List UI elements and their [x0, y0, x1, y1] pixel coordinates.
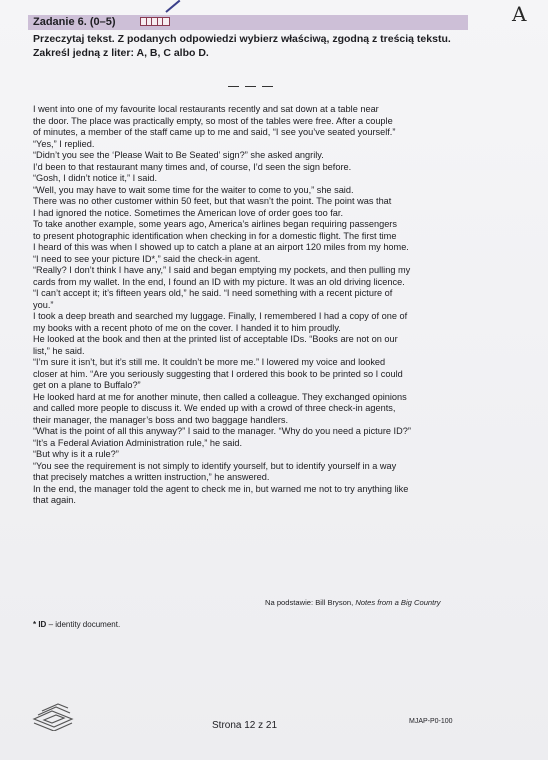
text-line: you.”: [33, 299, 54, 310]
pen-mark: [165, 0, 180, 13]
text-line: cards from my wallet. In the end, I found an ID with my picture. It was an old driving licence.: [33, 276, 405, 287]
text-line: To take another example, some years ago, America’s airlines began requiring passengers: [33, 219, 397, 229]
source-prefix: Na podstawie: Bill Bryson,: [265, 598, 356, 607]
text-line: He looked at the book and then at the printed list of acceptable IDs. “Books are not on our: [33, 334, 398, 344]
text-line: “It’s a Federal Aviation Administration rule,” he said.: [33, 437, 243, 448]
instruction-line: Zakreśl jedną z liter: A, B, C albo D.: [33, 47, 209, 59]
text-line: I’d been to that restaurant many times and, of course, I’d seen the sign before.: [33, 161, 352, 172]
text-line: I went into one of my favourite local restaurants recently and sat down at a table near: [33, 104, 379, 114]
text-line: “What is the point of all this anyway?” I said to the manager. “Why do you need a picture ID?”: [33, 426, 411, 436]
text-line: There was no other customer within 50 feet, but that wasn’t the point. The point was that: [33, 196, 392, 206]
text-line: I had ignored the notice. Sometimes the American love of order goes too far.: [33, 207, 344, 218]
text-separator: [225, 86, 275, 87]
text-line: “Yes,” I replied.: [33, 138, 95, 149]
text-line: “Gosh, I didn’t notice it,” I said.: [33, 173, 158, 183]
page-number: Strona 12 z 21: [212, 720, 278, 731]
task-title: Zadanie 6. (0–5): [33, 16, 116, 28]
text-line: “I’m sure it isn’t, but it’s still me. It couldn’t be more me.” I lowered my voice and looked: [33, 357, 386, 367]
text-line: the door. The place was practically empty, so most of the tables were free. After a couple: [33, 115, 393, 126]
footnote-term: * ID: [33, 620, 47, 629]
text-line: that again.: [33, 495, 76, 505]
text-line: “Really? I don’t think I have any,” I said and began emptying my pockets, and then pulling my: [33, 265, 411, 275]
cke-logo-icon: [30, 697, 76, 731]
text-line: of minutes, a member of the staff came up to me and said, “I see you’ve seated yourself.”: [33, 127, 396, 137]
footnote: [33, 620, 120, 630]
text-line: to present photographic identification when checking in for a domestic flight. The first time: [33, 230, 397, 241]
text-line: “You see the requirement is not simply to identify yourself, but to identify yourself in a way: [33, 460, 397, 471]
task-instructions: [33, 32, 483, 60]
text-line: my books with a recent photo of me on the cover. I handed it to him proudly.: [33, 322, 341, 333]
points-box-icon: [140, 17, 170, 26]
source-citation: [265, 598, 441, 608]
handwritten-signature: A: [512, 2, 527, 26]
instruction-line: Przeczytaj tekst. Z podanych odpowiedzi wybierz właściwą, zgodną z treścią tekstu.: [33, 33, 451, 45]
text-line: I heard of this was when I showed up to catch a plane at an airport 120 miles from my home.: [33, 242, 409, 252]
text-line: In the end, the manager told the agent to check me in, but warned me not to try anything like: [33, 483, 409, 494]
text-line: their manager, the manager’s boss and two baggage handlers.: [33, 414, 289, 425]
text-line: that precisely matches a written instruction,” he answered.: [33, 472, 270, 482]
text-line: I took a deep breath and searched my luggage. Finally, I remembered I had a copy of one of: [33, 311, 408, 321]
reading-text: [33, 104, 463, 507]
text-line: “I can’t accept it; it’s fifteen years old,” he said. “I need something with a recent picture of: [33, 288, 393, 298]
document-code: MJAP-P0-100: [409, 718, 453, 725]
text-line: and called more people to discuss it. We ended up with a crowd of three check-in agents,: [33, 403, 396, 413]
text-line: get on a plane to Buffalo?”: [33, 380, 141, 390]
text-line: “I need to see your picture ID*,” said the check-in agent.: [33, 253, 261, 264]
text-line: closer at him. “Are you seriously suggesting that I ordered this book to be printed so I could: [33, 368, 403, 379]
footnote-definition: – identity document.: [46, 620, 121, 629]
text-line: “Didn’t you see the ‘Please Wait to Be Seated’ sign?” she asked angrily.: [33, 150, 324, 160]
text-line: He looked hard at me for another minute, then called a colleague. They exchanged opinions: [33, 391, 407, 402]
text-line: list,” he said.: [33, 345, 85, 356]
text-line: “But why is it a rule?”: [33, 449, 119, 459]
source-book-title: Notes from a Big Country: [355, 598, 441, 607]
text-line: “Well, you may have to wait some time for the waiter to come to you,” she said.: [33, 184, 354, 195]
